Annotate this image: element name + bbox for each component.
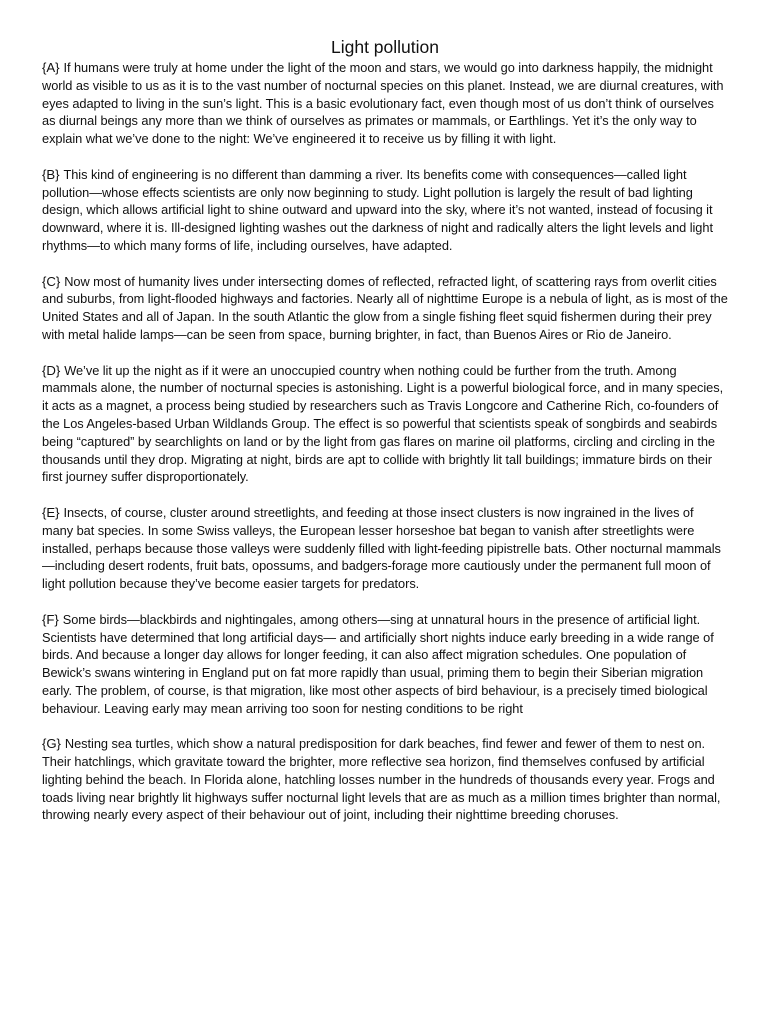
paragraph-text: Now most of humanity lives under intersecting domes of reflected, refracted light, of scattering rays from overlit cities and suburbs, from light-flooded highways and factories. Nearly all of nighttime Europe is a nebula of light, as is most of the United States and all of Japan. In the south Atlantic the glow from a single fishing fleet squid fishermen during their prey with metal halide lamps—can be seen from space, burning brighter, in fact, than Buenos Aires or Rio de Janeiro. (42, 273, 728, 342)
paragraph-text: Insects, of course, cluster around streetlights, and feeding at those insect clusters is now ingrained in the lives of many bat species. In some Swiss valleys, the European lesser horseshoe bat began to vanish after streetlights were installed, perhaps because those valleys were suddenly filled with light-feeding pipistrelle bats. Other nocturnal mammals—including desert rodents, fruit bats, opossums, and badgers-forage more cautiously under the permanent full moon of light pollution because they’ve become easier targets for predators. (42, 504, 721, 592)
paragraph-text: This kind of engineering is no different than damming a river. Its benefits come with consequences—called light pollution—whose effects scientists are only now beginning to study. Light pollution is largely the result of bad lighting design, which allows artificial light to shine outward and upward into the sky, where it’s not wanted, instead of focusing it downward, where it is. Ill-designed lighting washes out the darkness of night and radically alters the light levels and light rhythms—to which many forms of life, including ourselves, have adapted. (42, 166, 713, 253)
paragraph-label: {A} (42, 60, 60, 75)
paragraph-text: We’ve lit up the night as if it were an unoccupied country when nothing could be further from the truth. Among mammals alone, the number of nocturnal species is astonishing. Light is a powerful biological force, and in many species, it acts as a magnet, a process being studied by researchers such as Travis Longcore and Catherine Rich, co-founders of the Los Angeles-based Urban Wildlands Group. The effect is so powerful that scientists speak of songbirds and seabirds being “captured” by searchlights on land or by the light from gas flares on marine oil platforms, circling and circling in the thousands until they drop. Migrating at night, birds are apt to collide with brightly lit tall buildings; immature birds on their first journey suffer disproportionately. (42, 362, 724, 485)
paragraph-label: {B} (42, 166, 60, 182)
paragraph-label: {D} (42, 362, 61, 378)
paragraph-label: {C} (42, 273, 61, 289)
paragraph-d (42, 362, 728, 487)
page-title: Light pollution (331, 37, 439, 57)
paragraph-f (42, 611, 728, 718)
paragraph-label: {F} (42, 611, 59, 627)
paragraph-c (42, 273, 728, 344)
paragraph-text: Nesting sea turtles, which show a natural predisposition for dark beaches, find fewer and fewer of them to nest on. Their hatchlings, which gravitate toward the brighter, more reflective sea horizon, find themselves confused by artificial lighting behind the beach. In Florida alone, hatchling losses number in the hundreds of thousands every year. Frogs and toads living near brightly lit highways suffer nocturnal light levels that are as much as a million times brighter than normal, throwing nearly every aspect of their behaviour out of joint, including their nighttime breeding choruses. (42, 736, 721, 823)
paragraph-a (42, 59, 728, 148)
paragraph-label: {G} (42, 736, 61, 752)
paragraph-g (42, 735, 728, 824)
paragraph-label: {E} (42, 504, 60, 520)
paragraph-text: Some birds—blackbirds and nightingales, among others—sing at unnatural hours in the presence of artificial light. Scientists have determined that long artificial days— and artificially short nights induce early breeding in a wide range of birds. And because a longer day allows for longer feeding, it can also affect migration schedules. One population of Bewick’s swans wintering in England put on fat more rapidly than usual, priming them to begin their Siberian migration early. The problem, of course, is that migration, like most other aspects of bird behaviour, is a precisely timed biological behaviour. Leaving early may mean arriving too soon for nesting conditions to be right (42, 611, 714, 716)
paragraph-e (42, 504, 728, 593)
document-page (42, 36, 728, 824)
paragraph-b (42, 166, 728, 255)
paragraph-text: If humans were truly at home under the light of the moon and stars, we would go into darkness happily, the midnight world as visible to us as it is to the vast number of nocturnal species on this planet. Instead, we are diurnal creatures, with eyes adapted to living in the sun’s light. This is a basic evolutionary fact, even though most of us don’t think of ourselves as diurnal beings any more than we think of ourselves as primates or mammals, or Earthlings. Yet it’s the only way to explain what we’ve done to the night: We’ve engineered it to receive us by filling it with light. (42, 60, 724, 147)
